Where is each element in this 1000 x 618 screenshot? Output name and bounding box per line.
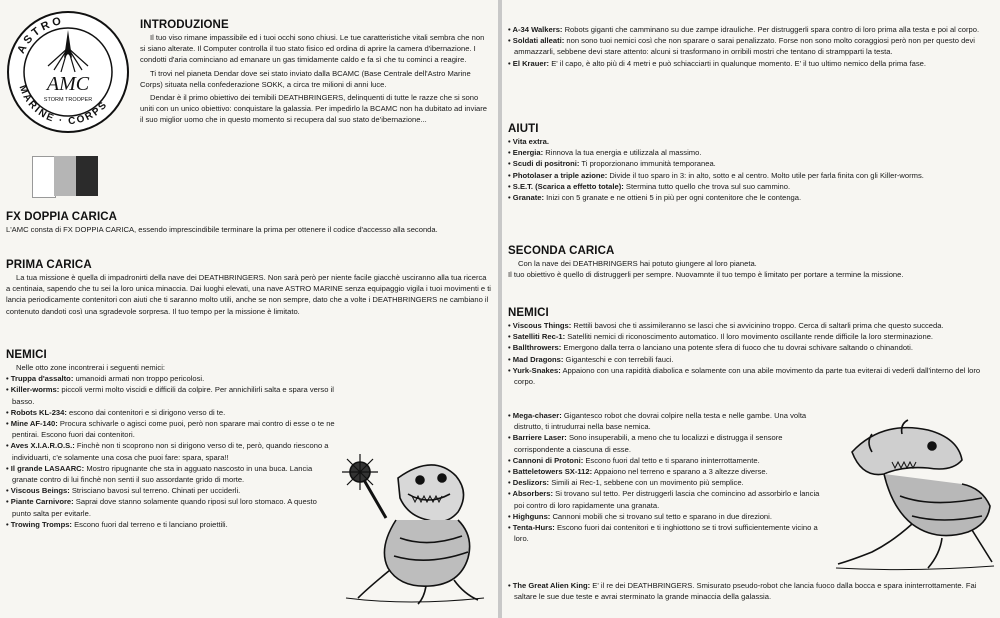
list-item: • The Great Alien King: E' il re dei DEATHBRINGERS. Smisurato pseudo-robot che lancia fuoco dalla bocca e spara ininterrottamente. Fai saltare le sue due teste e avrai sterminato la grande minaccia della galassia. — [508, 580, 994, 602]
nemici-section-2-end — [508, 580, 994, 602]
intro-paragraph-3: Dendar è il primo obiettivo dei temibili DEATHBRINGERS, delinquenti di tutte le razze che si sono uniti con un unico obiettivo: conquistare la galassia. Per impedirlo la BCAMC non ha dubitato ad inviare il suo miglior uomo che in questo momento si recupera dal suo stato de'ibernazione... — [140, 93, 487, 125]
list-item: • Truppa d'assalto: umanoidi armati non troppo pericolosi. — [6, 373, 336, 384]
nemici-continued — [508, 24, 994, 69]
logo-bottom-text: MARINE · CORPS — [16, 83, 111, 128]
list-item: • Highguns: Cannoni mobili che si trovano sul tetto e sparano in due direzioni. — [508, 511, 826, 522]
nemici-intro: Nelle otto zone incontrerai i seguenti nemici: — [16, 363, 166, 372]
nemici-section-2-top — [508, 306, 994, 387]
nemici-title-1: NEMICI — [6, 349, 47, 361]
list-item: • Ballthrowers: Emergono dalla terra o lanciano una potente sfera di fuoco che tu dovrai schivare saltando o chinandoti. — [508, 342, 994, 353]
list-item: • Satelliti Rec-1: Satelliti nemici di riconoscimento automatico. Il loro movimento oscillante rende difficile la loro sterminazione. — [508, 331, 994, 342]
list-item: • Deslizors: Simili ai Rec-1, sebbene con un movimento più semplice. — [508, 477, 826, 488]
list-item: • Killer-worms: piccoli vermi molto viscidi e difficili da colpire. Per annichilirli salta e spara verso il basso. — [6, 384, 336, 406]
aiuti-title: AIUTI — [508, 123, 539, 135]
intro-paragraph-1: Il tuo viso rimane impassibile ed i tuoi occhi sono chiusi. Le tue caratteristiche vitali sembra che non si siano alterate. Il Computer controlla il tuo stato fisico ed ordina di aprire la camera d'ibernazione. I condotti d'aria cominciano ad emanare un gas timidamente caldo e fa sì che tu cominci a reagire. — [140, 33, 485, 65]
swatch-white — [32, 156, 56, 198]
list-item: • Vita extra. — [508, 136, 994, 147]
right-page — [502, 0, 1000, 618]
creature-illustration — [832, 412, 996, 574]
prima-text: La tua missione è quella di impadronirti della nave dei DEATHBRINGERS. Non sarà però per niente facile giacchè usciranno alla tua ricerca a centinaia, sapendo che tu sei la loro unica minaccia. Dai luoghi elevati, una nave ASTRO MARINE senza equipaggio vigila i tuoi movimenti e ti lancia periodicamente contenitori con aiuti che ti saranno molto utili, anche se non sempre, dato che a volte i DEATHBRINGERS ne cambiano il contenuto dandoti così una sgradevole sorpresa. Il tuo tempo per la missione è limitato. — [6, 273, 491, 316]
astro-marine-corps-logo — [4, 8, 132, 136]
list-item: • S.E.T. (Scarica a effetto totale): Stermina tutto quello che trova sul suo cammino. — [508, 181, 994, 192]
nemici-list-2c — [508, 580, 994, 602]
prima-title: PRIMA CARICA — [6, 259, 92, 271]
list-item: • Cannoni di Protoni: Escono fuori dal tetto e ti sparano ininterrottamente. — [508, 455, 826, 466]
seconda-paragraph-1: Con la nave dei DEATHBRINGERS hai potuto giungere al loro pianeta. — [518, 259, 757, 268]
list-item: • Soldati alleati: non sono tuoi nemici così che non sparare o sarai penalizzato. Forse non sono molto coraggiosi però non per questo devi ammazzarli, sebbene devi stare attento: alcuni si trasformano in orribili mostri che tentano di strampparti la testa. — [508, 35, 994, 57]
list-item: • Mad Dragons: Giganteschi e con terrebili fauci. — [508, 354, 994, 365]
aiuti-section — [508, 122, 994, 203]
list-item: • Granate: Inizi con 5 granate e ne ottieni 5 in più per ogni contenitore che le contenga. — [508, 192, 994, 203]
seconda-title: SECONDA CARICA — [508, 245, 615, 257]
list-item: • Viscous Beings: Strisciano bavosi sul terreno. Chinati per ucciderli. — [6, 485, 336, 496]
list-item: • Tenta-Hurs: Escono fuori dai contenitori e ti inghiottono se ti trovi sufficientemente vicino a loro. — [508, 522, 826, 544]
swatch-black — [76, 156, 98, 196]
nemici-continued-list — [508, 24, 994, 69]
list-item: • Piante Carnivore: Saprai dove stanno solamente quando riposi sul loro stomaco. A questo punto salta per evitarle. — [6, 496, 336, 518]
seconda-paragraph-2: Il tuo obiettivo è quello di distruggerli per sempre. Nuovamnte il tuo tempo è limitato per portare a termine la missione. — [508, 270, 904, 280]
list-item: • Energia: Rinnova la tua energia e utilizzala al massimo. — [508, 147, 994, 158]
list-item: • Mega-chaser: Gigantesco robot che dovrai colpire nella testa e nelle gambe. Una volta distrutto, ti intrudurrai nella base nemica. — [508, 410, 826, 432]
list-item: • Barriere Laser: Sono insuperabili, a meno che tu localizzi e distrugga il sensore corrispondente a ciascuna di esse. — [508, 432, 826, 454]
nemici-section-2-bottom — [508, 410, 826, 544]
list-item: • El Krauer: E' il capo, è alto più di 4 metri e può schiacciarti in qualunque momento. E' il tuo ultimo nemico della prima fase. — [508, 58, 994, 69]
monster-illustration — [338, 448, 488, 608]
intro-section — [140, 18, 488, 126]
list-item: • Mine AF-140: Procura schivarle o agisci come puoi, però non sparare mai contro di esse o te ne pentirai. Escono fuori dai contenitori. — [6, 418, 336, 440]
list-item: • Photolaser a triple azione: Divide il tuo sparo in 3: in alto, sotto e al centro. Molto utile per farla finita con gli Killer-worms. — [508, 170, 994, 181]
list-item: • Il grande LASAARC: Mostro ripugnante che sta in agguato nascosto in una buca. Lancia granate contro di lui finchè non senti il suo assordante grido di morte. — [6, 463, 336, 485]
list-item: • Viscous Things: Rettili bavosi che ti assimileranno se lasci che si avvicinino troppo. Cerca di saltarli prima che questo succeda. — [508, 320, 994, 331]
nemici-section-1 — [6, 348, 336, 530]
logo-sub: STORM TROOPER — [43, 97, 93, 103]
list-item: • Aves X.I.A.R.O.S.: Finchè non ti scoprono non si dirigono verso di te, però, quando riescono a individuarti, c'e solamente una cosa che puoi fare: spara, spara!! — [6, 440, 336, 462]
nemici-list-2b — [508, 410, 826, 544]
intro-paragraph-2: Ti trovi nel pianeta Dendar dove sei stato inviato dalla BCAMC (Base Centrale dell'Astro Marine Corps) situata nella confederazione SOKK, a circa tre milioni di anni luce. — [140, 68, 471, 89]
list-item: • Yurk-Snakes: Appaiono con una rapidità diabolica e solamente con una abile movimento da parte tua eviterai di vederli dall'interno del loro corpo. — [508, 365, 994, 387]
prima-section — [6, 258, 492, 317]
seconda-section — [508, 244, 994, 280]
intro-title: INTRODUZIONE — [140, 19, 229, 31]
list-item: • Trowing Tromps: Escono fuori dal terreno e ti lanciano proiettili. — [6, 519, 336, 530]
list-item: • Absorbers: Si trovano sul tetto. Per distruggerli lascia che comincino ad assorbirlo e lancia poi contro di loro rapidamente una granata. — [508, 488, 826, 510]
logo-top-text: ASTRO — [15, 14, 65, 56]
swatch-gray — [54, 156, 76, 196]
fx-text: L'AMC consta di FX DOPPIA CARICA, essendo imprescindibile terminare la prima per ottenere il codice d'accesso alla seconda. — [6, 225, 438, 234]
nemici-list-1 — [6, 373, 336, 530]
left-page — [0, 0, 498, 618]
list-item: • Robots KL-234: escono dai contenitori e si dirigono verso di te. — [6, 407, 336, 418]
logo-brand: AMC — [46, 73, 90, 95]
fx-section — [6, 210, 492, 235]
nemici-title-2: NEMICI — [508, 307, 549, 319]
list-item: • Scudi di positroni: Ti proporzionano immunità temporanea. — [508, 158, 994, 169]
list-item: • A-34 Walkers: Robots giganti che camminano su due zampe idrauliche. Per distruggerli spara contro di loro prima alla testa e poi al corpo. — [508, 24, 994, 35]
fx-title: FX DOPPIA CARICA — [6, 211, 118, 223]
list-item: • Batteletowers SX-112: Appaiono nel terreno e sparano a 3 altezze diverse. — [508, 466, 826, 477]
aiuti-list — [508, 136, 994, 203]
nemici-list-2a — [508, 320, 994, 387]
